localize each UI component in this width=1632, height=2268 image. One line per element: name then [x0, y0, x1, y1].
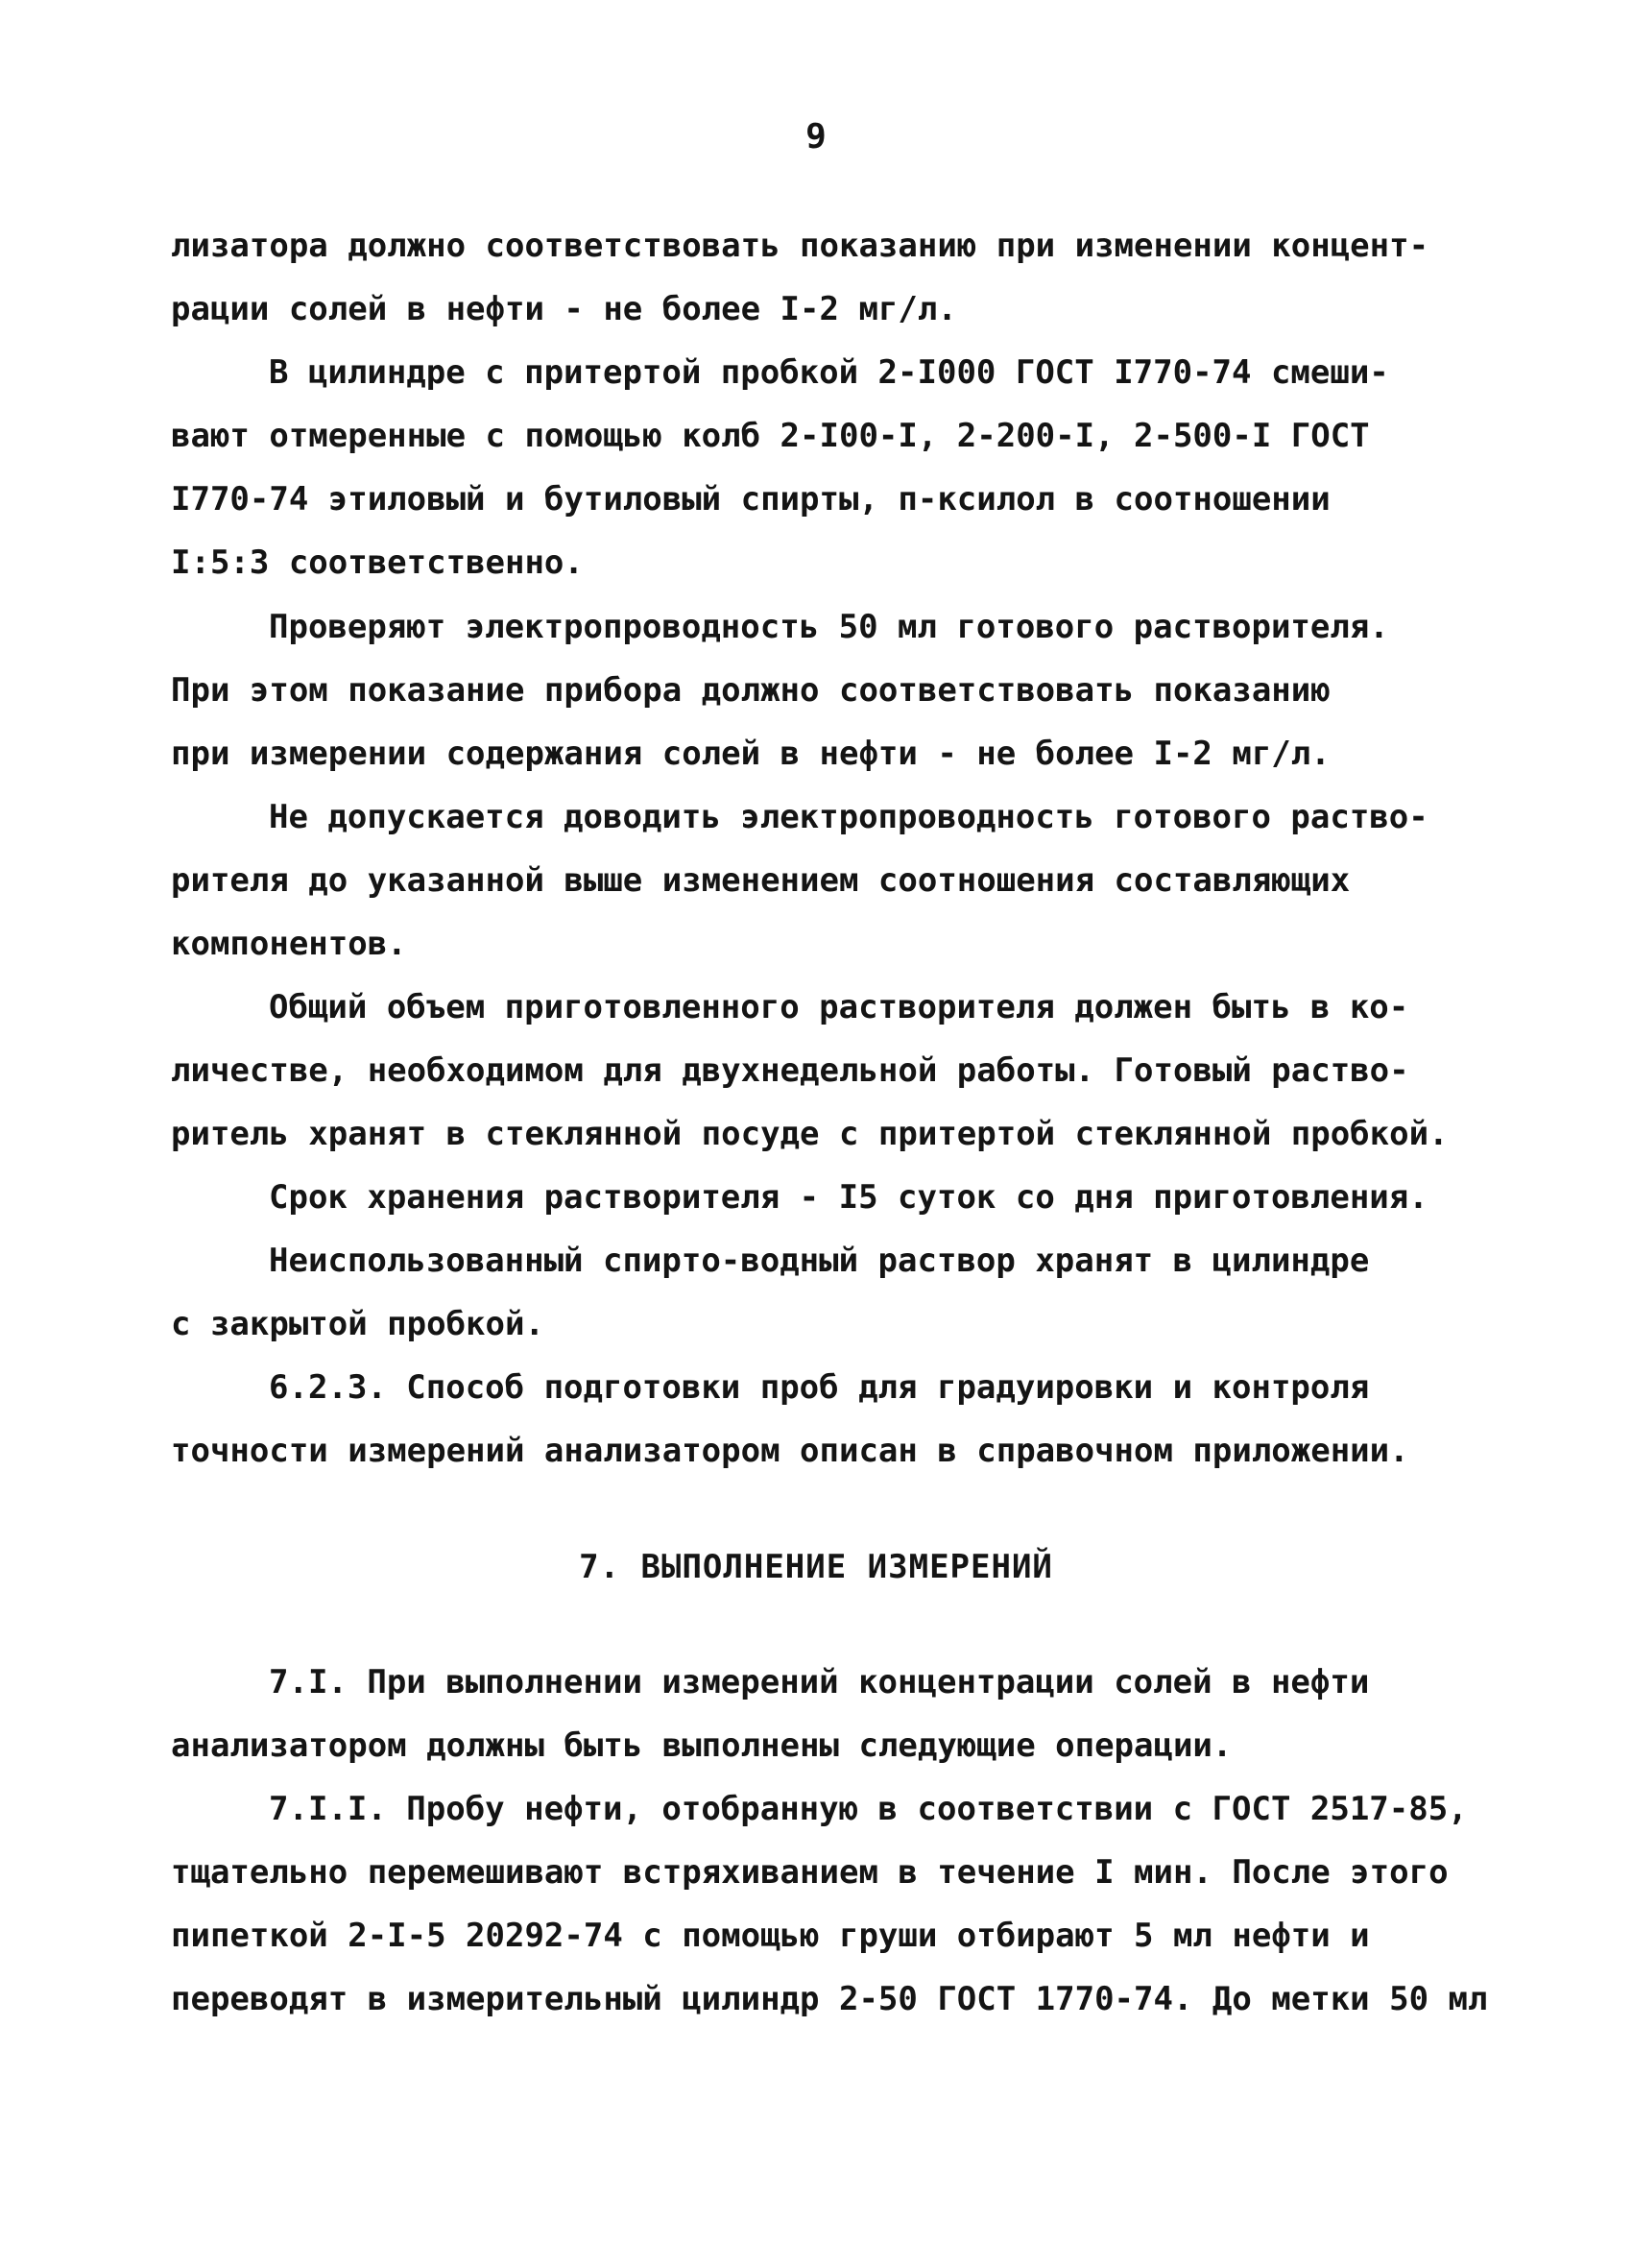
paragraph-start-line: Общий объем приготовленного растворителя должен быть в ко- — [269, 988, 1409, 1026]
text-line: тщательно перемешивают встряхиванием в течение I мин. После этого — [171, 1853, 1449, 1892]
text-line: рителя до указанной выше изменением соотношения составляющих — [171, 861, 1351, 900]
text-line: с закрытой пробкой. — [171, 1305, 544, 1343]
text-line: анализатором должны быть выполнены следующие операции. — [171, 1726, 1233, 1765]
text-line: точности измерений анализатором описан в справочном приложении. — [171, 1432, 1409, 1470]
clause-7-1-1-line: 7.I.I. Пробу нефти, отобранную в соответствии с ГОСТ 2517-85, — [269, 1790, 1468, 1828]
clause-6-2-3-line: 6.2.3. Способ подготовки проб для градуировки и контроля — [269, 1368, 1370, 1407]
text-line: При этом показание прибора должно соответствовать показанию — [171, 671, 1331, 710]
text-line: рации солей в нефти - не более I-2 мг/л. — [171, 290, 957, 328]
text-line: личестве, необходимом для двухнедельной работы. Готовый раство- — [171, 1051, 1409, 1090]
text-line: I:5:3 соответственно. — [171, 543, 584, 582]
paragraph-start-line: Проверяют электропроводность 50 мл готового растворителя. — [269, 608, 1389, 646]
clause-7-1-line: 7.I. При выполнении измерений концентрации солей в нефти — [269, 1663, 1370, 1701]
text-line: компонентов. — [171, 925, 407, 963]
page-number: 9 — [805, 117, 827, 157]
paragraph-start-line: В цилиндре с притертой пробкой 2-I000 ГОСТ I770-74 смеши- — [269, 353, 1389, 392]
paragraph-start-line: Неиспользованный спирто-водный раствор хранят в цилиндре — [269, 1242, 1370, 1280]
paragraph-start-line: Не допускается доводить электропроводность готового раство- — [269, 798, 1428, 836]
text-line: пипеткой 2-I-5 20292-74 с помощью груши отбирают 5 мл нефти и — [171, 1917, 1370, 1955]
text-line: переводят в измерительный цилиндр 2-50 ГОСТ 1770-74. До метки 50 мл — [171, 1980, 1488, 2018]
text-line: вают отмеренные с помощью колб 2-I00-I, 2-200-I, 2-500-I ГОСТ — [171, 417, 1370, 455]
text-line: ритель хранят в стеклянной посуде с притертой стеклянной пробкой. — [171, 1115, 1449, 1153]
text-line: I770-74 этиловый и бутиловый спирты, п-ксилол в соотношении — [171, 480, 1331, 519]
text-line: при измерении содержания солей в нефти - не более I-2 мг/л. — [171, 735, 1331, 773]
text-line: лизатора должно соответствовать показанию при изменении концент- — [171, 227, 1429, 265]
paragraph-start-line: Срок хранения растворителя - I5 суток со дня приготовления. — [269, 1178, 1428, 1217]
section-heading: 7. ВЫПОЛНЕНИЕ ИЗМЕРЕНИЙ — [579, 1548, 1053, 1586]
